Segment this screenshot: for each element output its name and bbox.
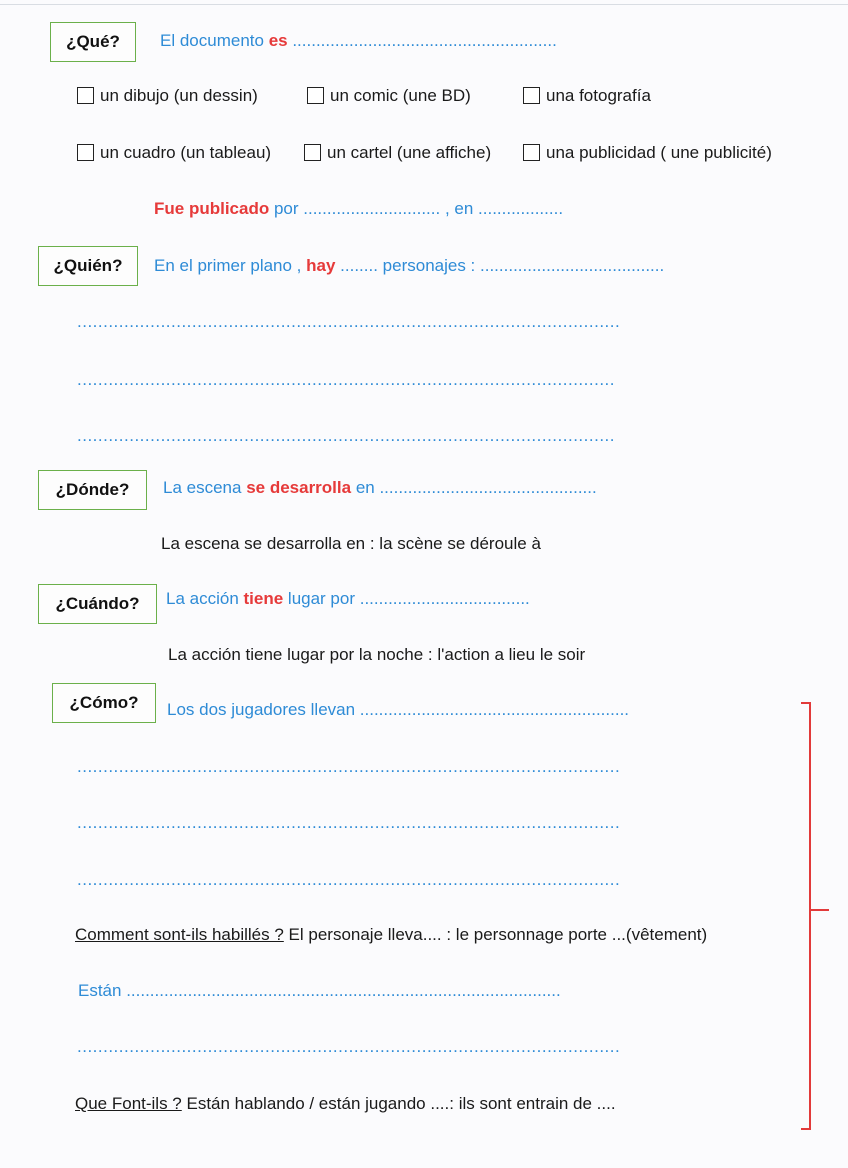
option-publicidad[interactable]	[523, 143, 772, 163]
checkbox[interactable]	[523, 87, 540, 104]
como-answer-line-3[interactable]: ........................................................................................................	[77, 870, 621, 889]
checkbox[interactable]	[77, 144, 94, 161]
que-label-box	[50, 22, 136, 62]
donde-label-box	[38, 470, 147, 510]
checkbox[interactable]	[307, 87, 324, 104]
option-cartel[interactable]	[304, 143, 491, 163]
option-fotografia[interactable]	[523, 86, 651, 106]
como-question-2	[75, 1094, 616, 1114]
como-first-line[interactable]: Los dos jugadores llevan .........................................................	[167, 700, 630, 719]
option-label: un cuadro (un tableau)	[100, 143, 272, 162]
option-comic[interactable]	[307, 86, 471, 106]
cuando-label-box	[38, 584, 157, 624]
como-answer-line-2[interactable]: ........................................................................................................	[77, 813, 621, 832]
que-line-bold: es	[268, 31, 288, 50]
red-bracket-top	[801, 702, 810, 704]
checkbox[interactable]	[77, 87, 94, 104]
option-cuadro[interactable]	[77, 143, 271, 163]
quien-label: ¿Quién?	[53, 256, 123, 275]
donde-hint: La escena se desarrolla en : la scène se déroule à	[161, 534, 541, 553]
quien-pre: En el primer plano ,	[154, 256, 307, 275]
donde-rest: en ..............................................	[351, 478, 597, 497]
estan-line[interactable]: Están ............................................................................................	[78, 981, 561, 1000]
option-label: un comic (une BD)	[330, 86, 471, 105]
quien-answer-line-2[interactable]: .......................................................................................................	[77, 370, 615, 389]
red-bracket	[809, 702, 811, 1130]
como-question-2-rest: Están hablando / están jugando ....: ils sont entrain de ....	[181, 1094, 616, 1113]
quien-answer-line-1[interactable]: ........................................................................................................	[77, 312, 621, 331]
estan-answer-line[interactable]: ........................................................................................................	[77, 1037, 621, 1056]
donde-pre: La escena	[163, 478, 247, 497]
option-label: un dibujo (un dessin)	[100, 86, 258, 105]
como-label: ¿Cómo?	[69, 693, 139, 712]
que-label: ¿Qué?	[66, 32, 120, 51]
publicado-bold: Fue publicado	[154, 199, 270, 218]
checkbox[interactable]	[304, 144, 321, 161]
como-answer-line-1[interactable]: ........................................................................................................	[77, 757, 621, 776]
que-line[interactable]	[160, 31, 557, 51]
checkbox[interactable]	[523, 144, 540, 161]
cuando-label: ¿Cuándo?	[55, 594, 140, 613]
quien-rest: ........ personajes : .......................................	[335, 256, 665, 275]
como-label-box	[52, 683, 156, 723]
publicado-rest: por ............................. , en ..................	[269, 199, 564, 218]
donde-label: ¿Dónde?	[55, 480, 130, 499]
option-label: una fotografía	[546, 86, 651, 105]
quien-label-box	[38, 246, 138, 286]
cuando-bold: tiene	[243, 589, 284, 608]
que-line-dots: ........................................................	[287, 31, 557, 50]
publicado-line[interactable]	[154, 199, 563, 219]
cuando-pre: La acción	[166, 589, 244, 608]
como-question-2-underlined: Que Font-ils ?	[75, 1094, 182, 1113]
quien-line[interactable]	[154, 256, 664, 276]
cuando-hint: La acción tiene lugar por la noche : l'action a lieu le soir	[168, 645, 586, 664]
option-label: un cartel (une affiche)	[327, 143, 492, 162]
donde-line[interactable]	[163, 478, 597, 498]
como-question-1-rest: El personaje lleva.... : le personnage porte ...(vêtement)	[283, 925, 708, 944]
option-label: una publicidad ( une publicité)	[546, 143, 772, 162]
como-question-1-underlined: Comment sont-ils habillés ?	[75, 925, 284, 944]
cuando-line[interactable]	[166, 589, 530, 609]
option-dibujo[interactable]	[77, 86, 258, 106]
quien-bold: hay	[306, 256, 336, 275]
como-question-1	[75, 925, 707, 945]
que-line-pre: El documento	[160, 31, 269, 50]
red-bracket-bottom	[801, 1128, 810, 1130]
top-rule	[0, 4, 848, 5]
red-bracket-middle	[809, 909, 829, 911]
quien-answer-line-3[interactable]: .......................................................................................................	[77, 426, 615, 445]
cuando-rest: lugar por ....................................	[283, 589, 530, 608]
donde-bold: se desarrolla	[246, 478, 352, 497]
